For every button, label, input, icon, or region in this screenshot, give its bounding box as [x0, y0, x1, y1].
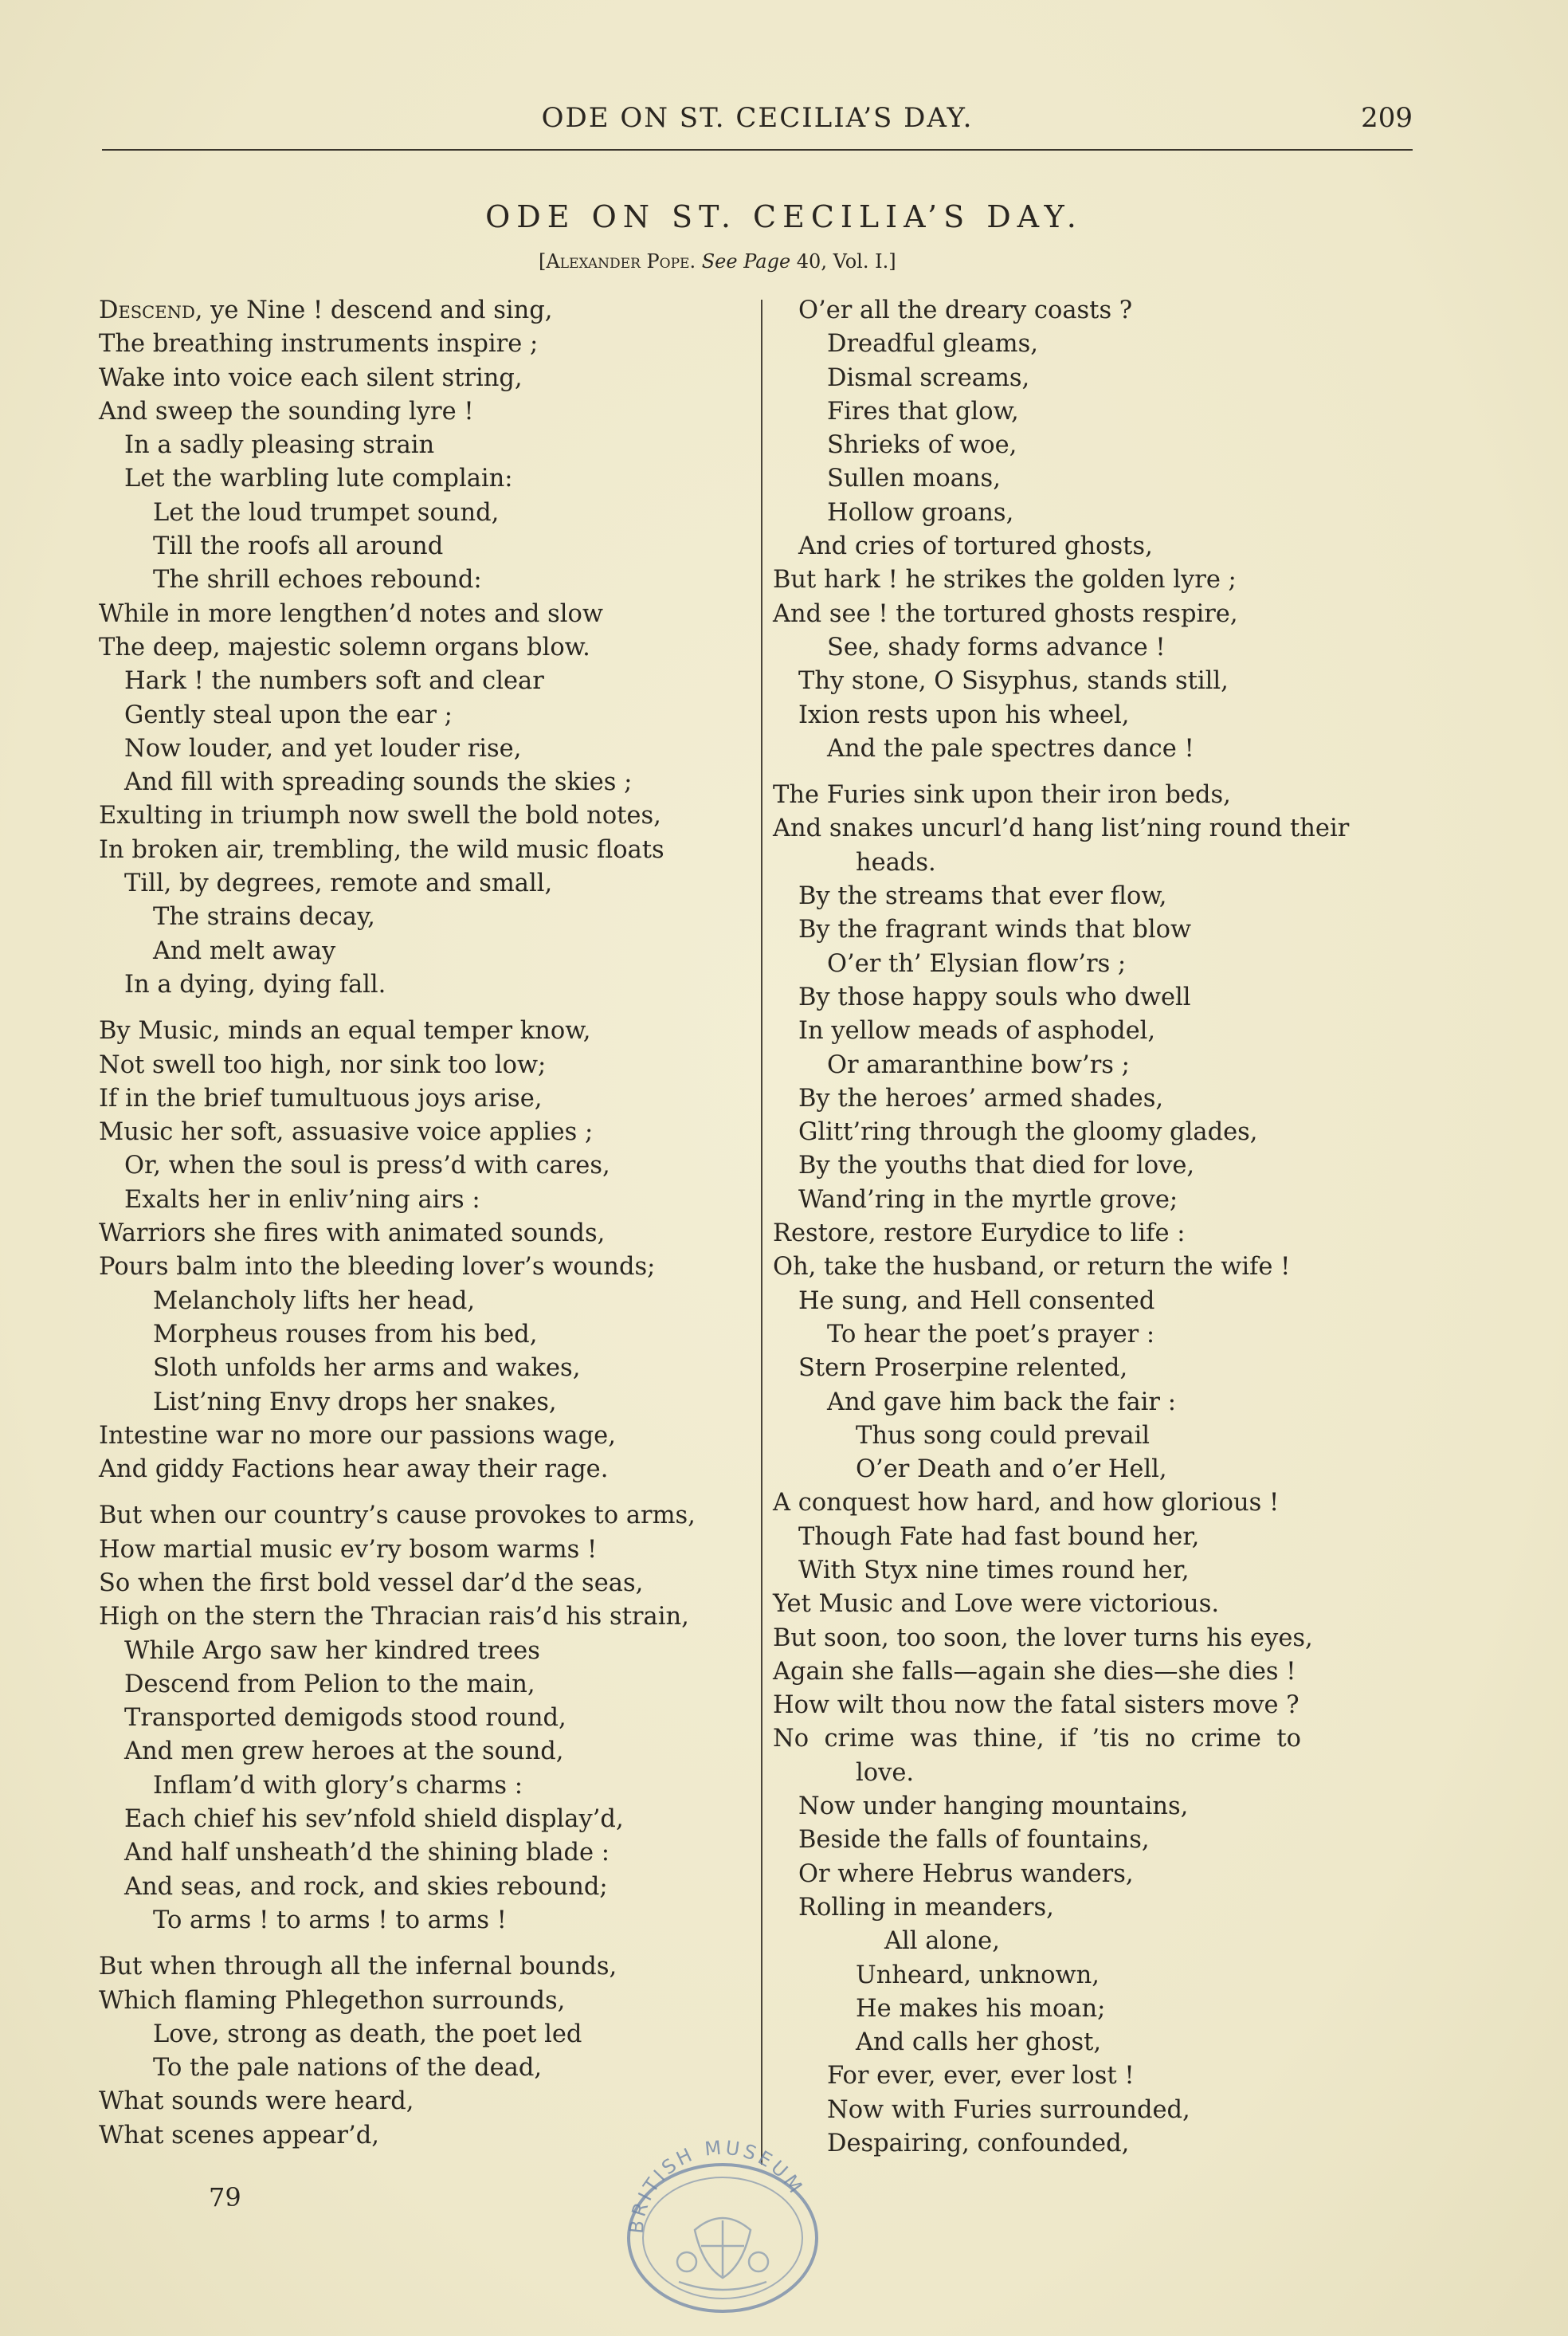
verse-text: And calls her ghost, [856, 2028, 1102, 2057]
verse-text: And gave him back the fair : [827, 1388, 1176, 1416]
poem-title: ODE ON ST. CECILIA’S DAY. [485, 199, 1083, 234]
verse-text: While Argo saw her kindred trees [124, 1636, 540, 1665]
verse-line [773, 2127, 1426, 2161]
verse-line [773, 1554, 1426, 1588]
verse-text: Dismal screams, [827, 363, 1030, 392]
attribution [539, 250, 896, 273]
verse-line [773, 530, 1426, 563]
verse-line [99, 1904, 736, 1938]
left-column [99, 294, 736, 2153]
verse-line [99, 901, 736, 934]
verse-text: Let the warbling lute complain: [124, 465, 513, 493]
verse-text: Dreadful gleams, [827, 330, 1038, 359]
verse-line [773, 294, 1426, 328]
verse-text: By the youths that died for love, [798, 1152, 1195, 1180]
verse-text: Shrieks of woe, [827, 431, 1017, 460]
verse-line [99, 563, 736, 597]
header-rule [102, 149, 1413, 151]
verse-text: Hark ! the numbers soft and clear [124, 667, 544, 696]
verse-text: The deep, majestic solemn organs blow. [99, 633, 590, 662]
verse-text: If in the brief tumultuous joys arise, [99, 1084, 543, 1113]
verse-line [99, 1533, 736, 1567]
verse-line [773, 732, 1426, 766]
verse-text: Love, strong as death, the poet led [153, 2020, 582, 2048]
verse-text: But when our country’s cause provokes to arms, [99, 1502, 696, 1530]
verse-line [773, 1386, 1426, 1419]
verse-text: And giddy Factions hear away their rage. [99, 1455, 609, 1484]
verse-line [99, 1668, 736, 1702]
verse-line [773, 779, 1426, 812]
verse-text: In a sadly pleasing strain [124, 431, 435, 460]
verse-text: And half unsheath’d the shining blade : [124, 1839, 610, 1867]
verse-line [773, 1116, 1426, 1149]
verse-line [99, 530, 736, 563]
verse-line [773, 1722, 1426, 1756]
verse-text: How martial music ev’ry bosom warms ! [99, 1535, 598, 1564]
verse-text: For ever, ever, ever lost ! [827, 2062, 1135, 2091]
verse-line [773, 1250, 1426, 1284]
verse-line [99, 631, 736, 665]
verse-line [99, 1318, 736, 1352]
verse-line [773, 2026, 1426, 2059]
verse-text: Though Fate had fast bound her, [798, 1522, 1200, 1551]
verse-line [99, 429, 736, 462]
verse-line [773, 1925, 1426, 1958]
verse-text: Restore, restore Eurydice to life : [773, 1219, 1186, 1248]
attribution-bracket: [ [539, 250, 547, 273]
drop-word: Descend, [99, 296, 203, 324]
verse-text: But when through all the infernal bounds, [99, 1953, 617, 1981]
verse-text: Now under hanging mountains, [798, 1792, 1189, 1821]
verse-line [773, 1891, 1426, 1925]
verse-line [773, 1217, 1426, 1250]
verse-text: Not swell too high, nor sink too low; [99, 1050, 547, 1079]
verse-text: So when the first bold vessel dar’d the seas, [99, 1568, 644, 1597]
verse-text: In yellow meads of asphodel, [798, 1017, 1156, 1046]
verse-text: Again she falls—again she dies—she dies ! [773, 1657, 1296, 1686]
verse-line [99, 1702, 736, 1735]
verse-text: The strains decay, [153, 903, 375, 932]
verse-text: O’er all the dreary coasts ? [798, 296, 1133, 324]
verse-text: What sounds were heard, [99, 2087, 414, 2116]
verse-line [99, 1217, 736, 1250]
verse-text: But soon, too soon, the lover turns his eyes, [773, 1623, 1313, 1652]
verse-line [773, 1285, 1426, 1318]
verse-text: While in more lengthen’d notes and slow [99, 599, 604, 628]
verse-text: A conquest how hard, and how glorious ! [773, 1489, 1280, 1517]
verse-line [773, 1689, 1426, 1722]
verse-line [99, 1769, 736, 1803]
verse-text: Rolling in meanders, [798, 1893, 1054, 1922]
verse-text: Oh, take the husband, or return the wife ! [773, 1253, 1291, 1282]
verse-text: By Music, minds an equal temper know, [99, 1017, 591, 1046]
verse-text: Or, when the soul is press’d with cares, [124, 1152, 610, 1180]
verse-line [99, 1015, 736, 1048]
verse-text: High on the stern the Thracian rais’d his strain, [99, 1603, 689, 1631]
verse-line [773, 1318, 1426, 1352]
verse-line [99, 1635, 736, 1668]
verse-line [773, 1453, 1426, 1486]
verse-text: Exulting in triumph now swell the bold notes, [99, 802, 661, 830]
verse-line [773, 2094, 1426, 2127]
verse-text: Thus song could prevail [856, 1421, 1150, 1450]
stanza [773, 779, 1426, 2161]
verse-line [99, 732, 736, 766]
verse-line [773, 1655, 1426, 1689]
verse-line [99, 1871, 736, 1904]
verse-text: To the pale nations of the dead, [153, 2054, 543, 2083]
verse-line [99, 1950, 736, 1984]
verse-text: Till, by degrees, remote and small, [124, 870, 553, 898]
verse-text: The shrill echoes rebound: [153, 566, 482, 595]
verse-text: Unheard, unknown, [856, 1961, 1100, 1989]
verse-text: Inflam’d with glory’s charms : [153, 1771, 523, 1800]
verse-text: Music her soft, assuasive voice applies ; [99, 1118, 594, 1147]
verse-text: What scenes appear’d, [99, 2121, 379, 2150]
verse-text: Now with Furies surrounded, [827, 2095, 1190, 2124]
verse-text: Gently steal upon the ear ; [124, 701, 453, 729]
verse-line [773, 1015, 1426, 1048]
stanza [99, 1499, 736, 1938]
verse-text: Now louder, and yet louder rise, [124, 734, 522, 763]
verse-line [99, 1453, 736, 1486]
verse-text: Fires that glow, [827, 397, 1019, 426]
verse-text: love. [856, 1758, 915, 1787]
stanza [99, 1015, 736, 1486]
verse-text: But hark ! he strikes the golden lyre ; [773, 566, 1237, 595]
verse-text: And seas, and rock, and skies rebound; [124, 1872, 608, 1901]
verse-text: Beside the falls of fountains, [798, 1826, 1150, 1855]
verse-line [773, 1486, 1426, 1520]
verse-text: heads. [856, 848, 936, 877]
verse-text: Transported demigods stood round, [124, 1704, 566, 1733]
verse-line [99, 2018, 736, 2051]
verse-text: To hear the poet’s prayer : [827, 1320, 1155, 1349]
verse-text: ye Nine ! descend and sing, [202, 296, 553, 324]
verse-line [773, 362, 1426, 395]
verse-line [773, 631, 1426, 665]
verse-line [773, 395, 1426, 429]
verse-line [773, 598, 1426, 631]
verse-text: No crime was thine, if ’tis no crime to [773, 1725, 1301, 1753]
verse-line [773, 1352, 1426, 1385]
verse-text: By those happy souls who dwell [798, 983, 1191, 1011]
verse-text: And melt away [153, 936, 336, 965]
column-rule [761, 300, 762, 2165]
verse-text: And fill with spreading sounds the skies ; [124, 768, 633, 797]
right-column [773, 294, 1426, 2161]
verse-text: See, shady forms advance ! [827, 633, 1166, 662]
verse-line [773, 2059, 1426, 2093]
verse-line [773, 913, 1426, 947]
verse-text: And snakes uncurl’d hang list’ning round their [773, 815, 1350, 843]
running-title: ODE ON ST. CECILIA’S DAY. [541, 102, 974, 134]
verse-text: Ixion rests upon his wheel, [798, 701, 1130, 729]
verse-line [99, 1386, 736, 1419]
running-head [102, 102, 1413, 147]
verse-line [773, 328, 1426, 361]
verse-text: All alone, [884, 1927, 1000, 1956]
verse-line [99, 497, 736, 530]
verse-line [773, 1049, 1426, 1082]
verse-text: With Styx nine times round her, [798, 1556, 1190, 1584]
verse-line [99, 935, 736, 968]
verse-line [99, 1600, 736, 1634]
page-number: 209 [1361, 102, 1413, 134]
verse-line [99, 1985, 736, 2018]
verse-line [773, 665, 1426, 698]
verse-text: The breathing instruments inspire ; [99, 330, 539, 359]
verse-text: Melancholy lifts her head, [153, 1286, 476, 1315]
stanza [99, 1950, 736, 2153]
verse-line [99, 1149, 736, 1183]
verse-line [773, 1588, 1426, 1621]
verse-text: Descend from Pelion to the main, [124, 1670, 535, 1698]
verse-line [99, 1836, 736, 1870]
verse-text: Glitt’ring through the gloomy glades, [798, 1118, 1258, 1147]
verse-text: Intestine war no more our passions wage, [99, 1421, 616, 1450]
verse-line [99, 1250, 736, 1284]
verse-text: Wake into voice each silent string, [99, 363, 523, 392]
verse-text: Let the loud trumpet sound, [153, 498, 500, 527]
verse-text: Which flaming Phlegethon surrounds, [99, 1986, 566, 2015]
verse-line [99, 799, 736, 833]
verse-line [99, 328, 736, 361]
verse-text: And sweep the sounding lyre ! [99, 397, 474, 426]
verse-line [773, 1082, 1426, 1116]
verse-line [773, 1521, 1426, 1554]
verse-line [99, 462, 736, 496]
verse-text: Hollow groans, [827, 498, 1014, 527]
verse-line [99, 294, 736, 328]
verse-text: Till the roofs all around [153, 532, 444, 561]
verse-text: Warriors she fires with animated sounds, [99, 1219, 606, 1248]
verse-text: By the heroes’ armed shades, [798, 1084, 1164, 1113]
verse-line [99, 1499, 736, 1533]
attribution-rest: 40, Vol. I.] [790, 250, 896, 273]
verse-line [99, 598, 736, 631]
verse-line [99, 2085, 736, 2118]
verse-line [99, 362, 736, 395]
verse-line [99, 1082, 736, 1116]
verse-line [773, 1149, 1426, 1183]
verse-text: The Furies sink upon their iron beds, [773, 781, 1231, 810]
verse-line [99, 1184, 736, 1217]
verse-line [773, 699, 1426, 732]
verse-text: O’er Death and o’er Hell, [856, 1455, 1167, 1484]
verse-line [773, 846, 1426, 880]
verse-text: And men grew heroes at the sound, [124, 1737, 564, 1766]
verse-line [99, 1116, 736, 1149]
verse-line [773, 880, 1426, 913]
verse-text: How wilt thou now the fatal sisters move ? [773, 1691, 1299, 1720]
verse-line [773, 497, 1426, 530]
verse-text: Wand’ring in the myrtle grove; [798, 1185, 1178, 1214]
verse-line [99, 1803, 736, 1836]
verse-text: Despairing, confounded, [827, 2130, 1130, 2158]
verse-text: List’ning Envy drops her snakes, [153, 1388, 557, 1416]
verse-line [773, 1184, 1426, 1217]
stamp-text: BRITISH MUSEUM [625, 2136, 809, 2235]
verse-line [773, 812, 1426, 846]
verse-line [773, 1790, 1426, 1824]
verse-text: In a dying, dying fall. [124, 970, 386, 999]
verse-text: Or amaranthine bow’rs ; [827, 1050, 1130, 1079]
verse-text: Thy stone, O Sisyphus, stands still, [798, 667, 1229, 696]
verse-text: And cries of tortured ghosts, [798, 532, 1153, 561]
verse-text: Sullen moans, [827, 465, 1001, 493]
verse-text: O’er th’ Elysian flow’rs ; [827, 949, 1127, 978]
verse-line [773, 1992, 1426, 2026]
verse-line [99, 1419, 736, 1453]
verse-text: Exalts her in enliv’ning airs : [124, 1185, 480, 1214]
verse-text: Morpheus rouses from his bed, [153, 1320, 538, 1349]
verse-text: Or where Hebrus wanders, [798, 1859, 1134, 1888]
verse-text: And see ! the tortured ghosts respire, [773, 599, 1238, 628]
verse-text: In broken air, trembling, the wild music floats [99, 835, 664, 864]
verse-text: By the fragrant winds that blow [798, 916, 1192, 944]
verse-line [773, 462, 1426, 496]
verse-line [99, 834, 736, 867]
verse-line [773, 1757, 1426, 1790]
verse-line [773, 563, 1426, 597]
verse-text: By the streams that ever flow, [798, 882, 1167, 911]
verse-line [773, 1419, 1426, 1453]
verse-text: Pours balm into the bleeding lover’s wounds; [99, 1253, 656, 1282]
verse-line [99, 1567, 736, 1600]
verse-line [99, 1352, 736, 1385]
verse-line [773, 1622, 1426, 1655]
verse-text: Each chief his sev’nfold shield display’d, [124, 1805, 624, 1834]
verse-line [99, 665, 736, 698]
stanza [99, 294, 736, 1002]
verse-text: He makes his moan; [856, 1994, 1106, 2023]
crest-icon [677, 2218, 768, 2290]
verse-text: Yet Music and Love were victorious. [773, 1590, 1220, 1619]
verse-text: He sung, and Hell consented [798, 1286, 1155, 1315]
verse-line [773, 429, 1426, 462]
verse-line [99, 699, 736, 732]
verse-line [99, 1735, 736, 1769]
verse-line [99, 395, 736, 429]
verse-text: To arms ! to arms ! to arms ! [153, 1906, 507, 1934]
verse-line [773, 948, 1426, 981]
verse-line [99, 867, 736, 901]
verse-line [99, 2051, 736, 2085]
verse-line [99, 766, 736, 799]
verse-line [99, 1285, 736, 1318]
verse-line [773, 1959, 1426, 1992]
verse-text: And the pale spectres dance ! [827, 734, 1194, 763]
stanza [773, 294, 1426, 766]
verse-line [773, 981, 1426, 1015]
library-stamp [607, 2126, 838, 2318]
attribution-author: Alexander Pope. [546, 250, 696, 273]
verse-line [99, 1049, 736, 1082]
verse-line [99, 968, 736, 1002]
verse-text: Sloth unfolds her arms and wakes, [153, 1354, 581, 1383]
verse-line [773, 1824, 1426, 1857]
verse-line [773, 1858, 1426, 1891]
verse-text: Stern Proserpine relented, [798, 1354, 1128, 1383]
signature-mark: 79 [209, 2182, 241, 2212]
attribution-ref: See Page [701, 250, 791, 273]
